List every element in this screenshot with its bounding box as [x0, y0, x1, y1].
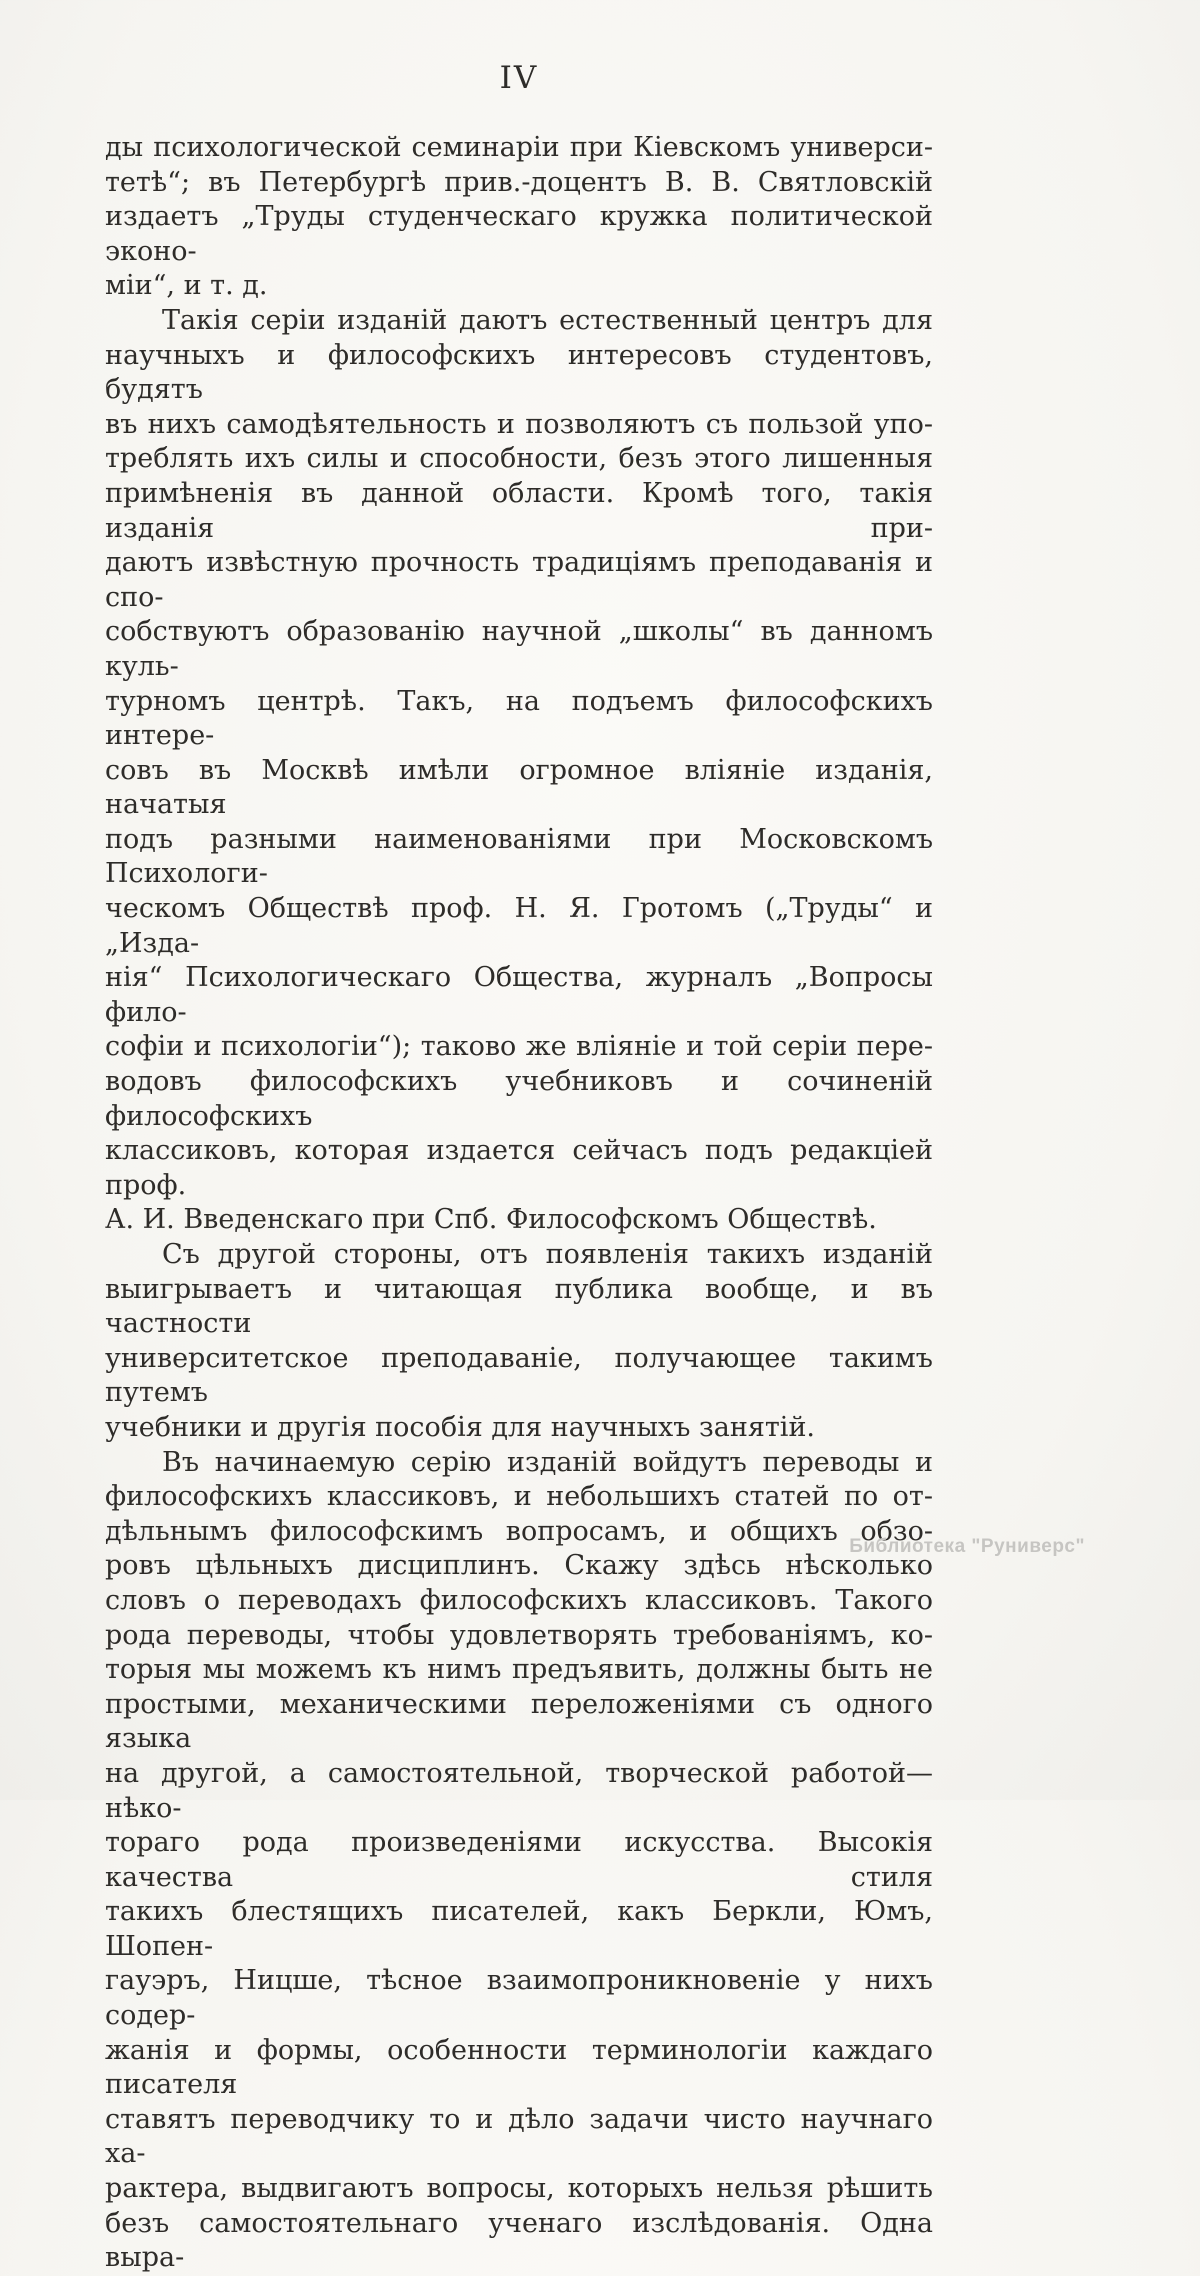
text-line: ставятъ переводчику то и дѣло задачи чисто научнаго ха-: [105, 2103, 933, 2170]
text-line: классиковъ, которая издается сейчасъ подъ редакціей проф.: [105, 1135, 933, 1201]
text-line: дѣльнымъ философскимъ вопросамъ, и общихъ обзо-: [105, 1515, 933, 1547]
text-line: на другой, а самостоятельной, творческой работой—нѣко-: [105, 1757, 933, 1824]
text-line: философскихъ классиковъ, и небольшихъ статей по от-: [105, 1481, 933, 1513]
text-line: подъ разными наименованіями при Московскомъ Психологи-: [105, 823, 933, 890]
paragraph: [105, 304, 933, 1238]
text-line: торыя мы можемъ къ нимъ предъявить, должны быть не: [105, 1654, 933, 1686]
text-line: совъ въ Москвѣ имѣли огромное вліяніе изданія, начатыя: [105, 754, 933, 821]
text-line: софіи и психологіи“); таково же вліяніе и той серіи пере-: [105, 1031, 933, 1063]
text-line: ды психологической семинаріи при Кіевскомъ универси-: [105, 132, 933, 163]
text-line: ровъ цѣльныхъ дисциплинъ. Скажу здѣсь нѣсколько: [105, 1550, 933, 1582]
text-line: учебники и другія пособія для научныхъ занятій.: [105, 1411, 816, 1443]
text-line: собствуютъ образованію научной „школы“ въ данномъ куль-: [105, 616, 933, 682]
text-line: А. И. Введенскаго при Спб. Философскомъ Обществѣ.: [105, 1204, 877, 1236]
text-line: такихъ блестящихъ писателей, какъ Беркли, Юмъ, Шопен-: [105, 1896, 933, 1962]
text-line: рода переводы, чтобы удовлетворять требованіямъ, ко-: [105, 1619, 933, 1651]
paragraph: [105, 131, 933, 304]
text-line: міи“, и т. д.: [105, 270, 268, 302]
text-column: [105, 131, 933, 2276]
paragraph: [105, 1446, 933, 2276]
text-line: научныхъ и философскихъ интересовъ студентовъ, будятъ: [105, 339, 933, 406]
text-line: Съ другой стороны, отъ появленія такихъ изданій: [162, 1239, 933, 1270]
text-line: безъ самостоятельнаго ученаго изслѣдованія. Одна выра-: [105, 2207, 933, 2274]
text-line: турномъ центрѣ. Такъ, на подъемъ философскихъ интере-: [105, 685, 933, 752]
text-line: университетское преподаваніе, получающее такимъ путемъ: [105, 1342, 933, 1409]
text-line: гауэръ, Ницше, тѣсное взаимопроникновеніе у нихъ содер-: [105, 1965, 933, 2032]
text-line: словъ о переводахъ философскихъ классиковъ. Такого: [105, 1584, 933, 1616]
text-line: водовъ философскихъ учебниковъ и сочиненій философскихъ: [105, 1066, 933, 1132]
text-line: жанія и формы, особенности терминологіи каждаго писателя: [105, 2034, 933, 2101]
text-line: рактера, выдвигаютъ вопросы, которыхъ нельзя рѣшить: [105, 2173, 933, 2205]
text-line: треблять ихъ силы и способности, безъ этого лишенныя: [105, 443, 933, 475]
text-line: Такія серіи изданій даютъ естественный центръ для: [162, 304, 933, 336]
text-line: Въ начинаемую серію изданій войдутъ переводы и: [162, 1446, 933, 1478]
text-line: даютъ извѣстную прочность традиціямъ преподаванія и спо-: [105, 547, 933, 613]
library-watermark: Библиотека "Руниверс": [849, 1536, 1085, 1557]
text-line: примѣненія въ данной области. Кромѣ того, такія изданія при-: [105, 477, 933, 544]
text-line: въ нихъ самодѣятельность и позволяютъ съ пользой упо-: [105, 408, 933, 440]
page-number: IV: [499, 60, 539, 96]
text-line: нія“ Психологическаго Общества, журналъ „Вопросы фило-: [105, 962, 933, 1028]
text-line: выигрываетъ и читающая публика вообще, и въ частности: [105, 1273, 933, 1340]
text-line: ческомъ Обществѣ проф. Н. Я. Гротомъ („Труды“ и „Изда-: [105, 893, 933, 959]
paragraph: [105, 1238, 933, 1446]
text-line: тетѣ“; въ Петербургѣ прив.-доцентъ В. В. Святловскій: [105, 166, 933, 198]
text-line: тораго рода произведеніями искусства. Высокія качества стиля: [105, 1827, 933, 1893]
text-line: простыми, механическими переложеніями съ одного языка: [105, 1688, 933, 1755]
text-line: издаетъ „Труды студенческаго кружка политической эконо-: [105, 201, 933, 267]
